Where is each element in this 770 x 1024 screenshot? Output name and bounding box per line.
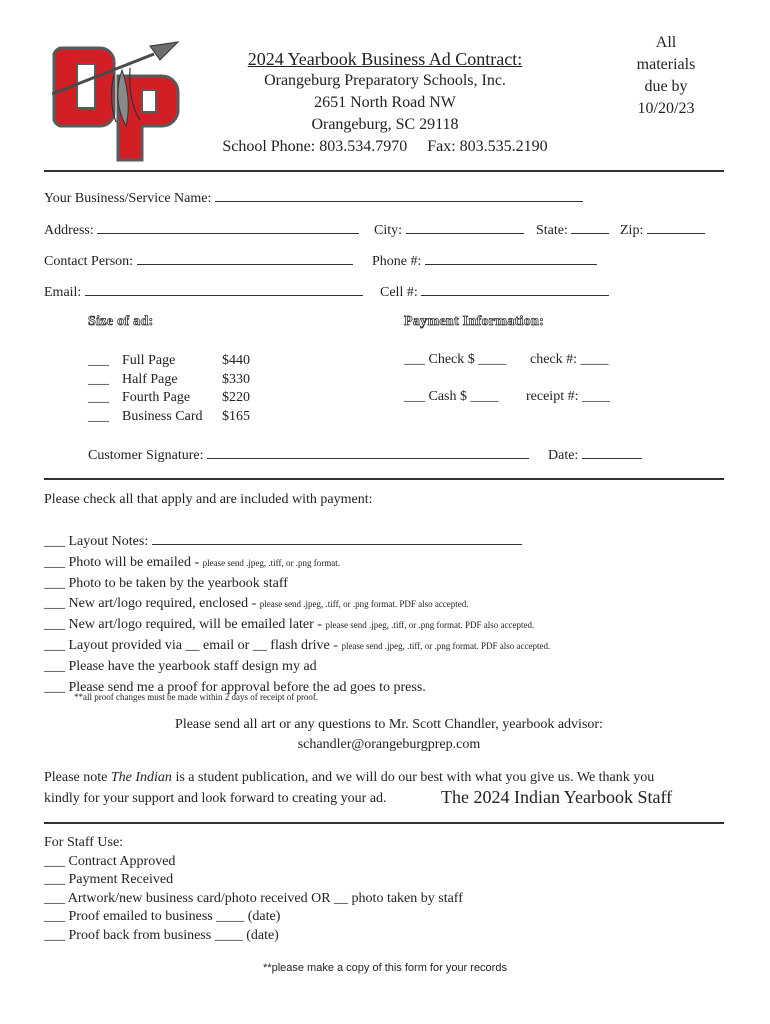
size-price: $220 [222,390,250,405]
divider [44,478,724,480]
address-label: Address: [44,223,94,238]
staff-heading: For Staff Use: [44,835,124,850]
phone-label: Phone #: [372,254,422,269]
checklist-item[interactable] [44,657,550,678]
deadline-line: due by [644,78,688,95]
address-field[interactable] [97,220,359,234]
business-name-field[interactable] [215,188,583,202]
size-option[interactable]: ___ Full Page $440 [88,352,250,371]
checklist-item[interactable] [44,615,550,636]
checklist-item[interactable] [44,531,550,553]
state-field[interactable] [571,220,609,234]
payment-cash[interactable]: ___ Cash $ ____ [404,389,499,404]
org-name: Orangeburg Preparatory Schools, Inc. [264,72,506,89]
item-text: ___ Layout provided via __ email or __ flash drive - [44,637,342,653]
business-name-label: Your Business/Service Name: [44,191,212,206]
checklist-item[interactable] [44,594,550,615]
size-heading: Size of ad: [88,314,154,329]
footer-note: **please make a copy of this form for your records [263,962,507,974]
item-text: ___ Please send me a proof for approval before the ad goes to press. [44,679,426,695]
item-text: ___ Layout Notes: [44,534,149,549]
state-label: State: [536,223,568,238]
zip-label: Zip: [620,223,644,238]
divider [44,170,724,172]
payment-heading: Payment Information: [404,314,545,329]
city-state-zip: Orangeburg, SC 29118 [311,116,459,133]
checklist-item[interactable] [44,574,550,595]
phone-field[interactable] [425,251,597,265]
staff-item[interactable]: ___ Contract Approved [44,853,176,869]
phone-fax: School Phone: 803.534.7970 Fax: 803.535.2190 [222,138,548,155]
email-field[interactable] [85,282,363,296]
item-text: ___ Photo will be emailed - [44,554,203,570]
item-text: ___ New art/logo required, will be emailed later - [44,617,326,633]
deadline-line: All [655,34,677,51]
item-note: please send .jpeg, .tiff, or .png format. [202,557,340,568]
payment-check-number[interactable]: check #: ____ [530,352,609,367]
publication-name: The Indian [110,770,172,785]
size-price: $440 [222,353,250,368]
staff-item[interactable]: ___ Payment Received [44,872,174,888]
thanks-pre: Please note [44,770,111,785]
staff-item[interactable]: ___ Proof emailed to business ____ (date) [44,909,281,925]
item-text: ___ New art/logo required, enclosed - [44,596,260,612]
email-label: Email: [44,285,82,300]
size-label: Fourth Page [122,390,191,405]
checklist-intro: Please check all that apply and are included with payment: [44,492,373,507]
contact-person-field[interactable] [137,251,353,265]
item-text: ___ Please have the yearbook staff design my ad [44,658,317,674]
deadline-line: materials [636,56,696,73]
size-option[interactable]: ___ Business Card $165 [88,408,250,427]
date-label: Date: [548,448,579,463]
payment-check[interactable]: ___ Check $ ____ [404,352,507,367]
advisor-email[interactable]: schandler@orangeburgprep.com [297,737,481,752]
item-note: please send .jpeg, .tiff, or .png format. PDF also accepted. [325,620,535,631]
size-label: Full Page [122,353,176,368]
date-field[interactable] [582,445,642,459]
contact-person-label: Contact Person: [44,254,134,269]
checklist-item[interactable] [44,553,550,574]
deadline-date: 10/20/23 [637,100,695,117]
street-address: 2651 North Road NW [314,94,456,111]
proof-note: **all proof changes must be made within 2 days of receipt of proof. [74,692,319,702]
size-label: Half Page [122,371,178,387]
size-price: $330 [222,371,250,387]
op-arrow-logo-icon [52,38,182,164]
item-text: ___ Photo to be taken by the yearbook staff [44,575,288,591]
payment-receipt[interactable]: receipt #: ____ [526,389,610,404]
thanks-line2: kindly for your support and look forward to creating your ad. [44,791,387,806]
contact-line: Please send all art or any questions to Mr. Scott Chandler, yearbook advisor: [175,717,603,732]
staff-item[interactable]: ___ Proof back from business ____ (date) [44,927,279,943]
staff-signoff: The 2024 Indian Yearbook Staff [441,787,673,807]
cell-label: Cell #: [380,285,418,300]
layout-notes-field[interactable] [152,531,522,545]
item-note: please send .jpeg, .tiff, or .png format. PDF also accepted. [341,640,551,651]
form-title: 2024 Yearbook Business Ad Contract: [247,49,523,69]
checklist-item[interactable] [44,636,550,657]
city-label: City: [374,223,403,238]
cell-field[interactable] [421,282,609,296]
staff-item[interactable]: ___ Artwork/new business card/photo received OR __ photo taken by staff [44,890,463,906]
size-label: Business Card [122,408,203,424]
thanks-post: is a student publication, and we will do our best with what you give us. We thank you [171,770,655,785]
signature-field[interactable] [207,445,529,459]
size-price: $165 [222,408,250,424]
item-note: please send .jpeg, .tiff, or .png format. PDF also accepted. [259,599,469,610]
zip-field[interactable] [647,220,705,234]
size-option[interactable]: ___ Half Page $330 [88,371,250,390]
city-field[interactable] [406,220,524,234]
deadline-box [618,32,714,120]
size-option[interactable]: ___ Fourth Page $220 [88,389,250,408]
signature-label: Customer Signature: [88,448,204,463]
divider [44,822,724,824]
